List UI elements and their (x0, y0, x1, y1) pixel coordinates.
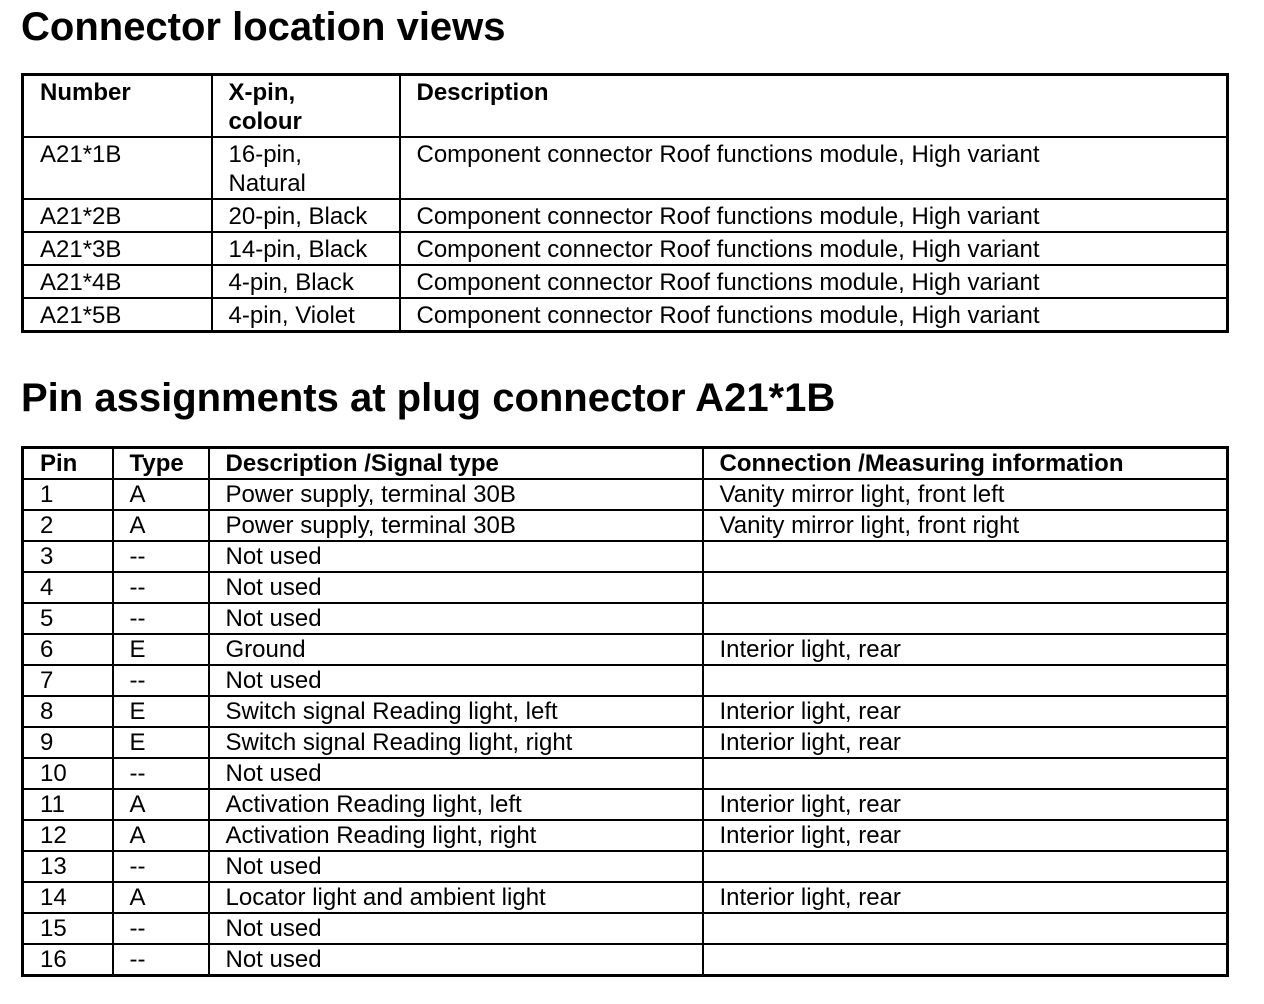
cell-description: Component connector Roof functions module, High variant (400, 137, 1228, 199)
table-row (23, 727, 1228, 758)
table-row (23, 634, 1228, 665)
cell-type: -- (113, 758, 209, 789)
pin-table-body (23, 479, 1228, 976)
table-row (23, 603, 1228, 634)
cell-connection (703, 665, 1228, 696)
cell-connection (703, 541, 1228, 572)
header-number (23, 75, 212, 138)
cell-type: -- (113, 665, 209, 696)
table-row (23, 665, 1228, 696)
cell-type: A (113, 479, 209, 510)
cell-connection: Vanity mirror light, front right (703, 510, 1228, 541)
table-row (23, 851, 1228, 882)
table-row (23, 479, 1228, 510)
cell-number: A21*1B (23, 137, 212, 199)
cell-xpin-line2: Natural (228, 170, 306, 197)
cell-description: Not used (209, 913, 703, 944)
cell-description: Not used (209, 665, 703, 696)
cell-description: Not used (209, 758, 703, 789)
cell-connection: Interior light, rear (703, 820, 1228, 851)
table-header-row (23, 75, 1228, 138)
table-row (23, 820, 1228, 851)
page-title-pin-assignments: Pin assignments at plug connector A21*1B (21, 376, 836, 420)
header-connection-measuring-info: Connection /Measuring information (703, 448, 1228, 480)
cell-xpin: 4-pin, Black (212, 265, 400, 298)
table-row (23, 232, 1228, 265)
cell-description: Not used (209, 944, 703, 976)
cell-connection: Vanity mirror light, front left (703, 479, 1228, 510)
cell-xpin: 14-pin, Black (212, 232, 400, 265)
cell-pin: 9 (23, 727, 113, 758)
cell-connection: Interior light, rear (703, 634, 1228, 665)
header-type: Type (113, 448, 209, 480)
table-row (23, 572, 1228, 603)
table-row (23, 789, 1228, 820)
cell-number: A21*2B (23, 199, 212, 232)
cell-connection: Interior light, rear (703, 727, 1228, 758)
header-xpin-line2: colour (228, 108, 302, 135)
cell-description: Component connector Roof functions module, High variant (400, 232, 1228, 265)
cell-type: A (113, 789, 209, 820)
page-title-connector-location-views: Connector location views (21, 5, 506, 49)
cell-connection: Interior light, rear (703, 789, 1228, 820)
cell-type: -- (113, 851, 209, 882)
table-row (23, 696, 1228, 727)
table-header-row (23, 448, 1228, 480)
cell-description: Not used (209, 572, 703, 603)
cell-connection (703, 944, 1228, 976)
header-description (400, 75, 1228, 138)
cell-description: Power supply, terminal 30B (209, 510, 703, 541)
table-row (23, 882, 1228, 913)
cell-xpin: 4-pin, Violet (212, 298, 400, 332)
cell-pin: 15 (23, 913, 113, 944)
table-row (23, 541, 1228, 572)
table-row (23, 758, 1228, 789)
cell-type: A (113, 510, 209, 541)
cell-pin: 11 (23, 789, 113, 820)
cell-pin: 14 (23, 882, 113, 913)
cell-description: Not used (209, 541, 703, 572)
cell-connection (703, 603, 1228, 634)
header-xpin-line1: X-pin, (228, 79, 296, 106)
cell-pin: 4 (23, 572, 113, 603)
table-row (23, 913, 1228, 944)
pin-assignment-table (21, 446, 1229, 977)
cell-type: -- (113, 541, 209, 572)
cell-description: Component connector Roof functions module, High variant (400, 298, 1228, 332)
cell-connection: Interior light, rear (703, 882, 1228, 913)
cell-description: Activation Reading light, right (209, 820, 703, 851)
cell-description: Component connector Roof functions module, High variant (400, 199, 1228, 232)
cell-pin: 10 (23, 758, 113, 789)
header-description-signal-type: Description /Signal type (209, 448, 703, 480)
cell-description: Activation Reading light, left (209, 789, 703, 820)
cell-xpin: 20-pin, Black (212, 199, 400, 232)
cell-connection: Interior light, rear (703, 696, 1228, 727)
header-number-label: Number (40, 79, 131, 106)
table-row (23, 298, 1228, 332)
header-xpin-colour (212, 75, 400, 138)
cell-number: A21*5B (23, 298, 212, 332)
cell-xpin (212, 137, 400, 199)
table-row (23, 137, 1228, 199)
cell-number: A21*3B (23, 232, 212, 265)
cell-description: Not used (209, 851, 703, 882)
cell-description: Switch signal Reading light, left (209, 696, 703, 727)
cell-type: E (113, 696, 209, 727)
cell-description: Not used (209, 603, 703, 634)
cell-pin: 16 (23, 944, 113, 976)
cell-type: -- (113, 944, 209, 976)
table-row (23, 510, 1228, 541)
cell-type: A (113, 882, 209, 913)
cell-type: -- (113, 913, 209, 944)
header-pin: Pin (23, 448, 113, 480)
table-row (23, 199, 1228, 232)
cell-xpin-line1: 16-pin, (228, 141, 302, 168)
cell-description: Ground (209, 634, 703, 665)
cell-number: A21*4B (23, 265, 212, 298)
connector-location-table (21, 73, 1229, 333)
cell-connection (703, 572, 1228, 603)
cell-description: Power supply, terminal 30B (209, 479, 703, 510)
cell-type: E (113, 727, 209, 758)
cell-description: Switch signal Reading light, right (209, 727, 703, 758)
cell-description: Component connector Roof functions module, High variant (400, 265, 1228, 298)
cell-type: A (113, 820, 209, 851)
cell-pin: 12 (23, 820, 113, 851)
cell-pin: 1 (23, 479, 113, 510)
cell-connection (703, 913, 1228, 944)
cell-pin: 6 (23, 634, 113, 665)
cell-type: -- (113, 572, 209, 603)
cell-pin: 13 (23, 851, 113, 882)
cell-pin: 3 (23, 541, 113, 572)
cell-connection (703, 851, 1228, 882)
cell-pin: 2 (23, 510, 113, 541)
cell-description: Locator light and ambient light (209, 882, 703, 913)
table-row (23, 944, 1228, 976)
cell-pin: 8 (23, 696, 113, 727)
cell-pin: 7 (23, 665, 113, 696)
table-row (23, 265, 1228, 298)
header-description-label: Description (416, 79, 549, 106)
cell-pin: 5 (23, 603, 113, 634)
cell-type: E (113, 634, 209, 665)
cell-connection (703, 758, 1228, 789)
cell-type: -- (113, 603, 209, 634)
